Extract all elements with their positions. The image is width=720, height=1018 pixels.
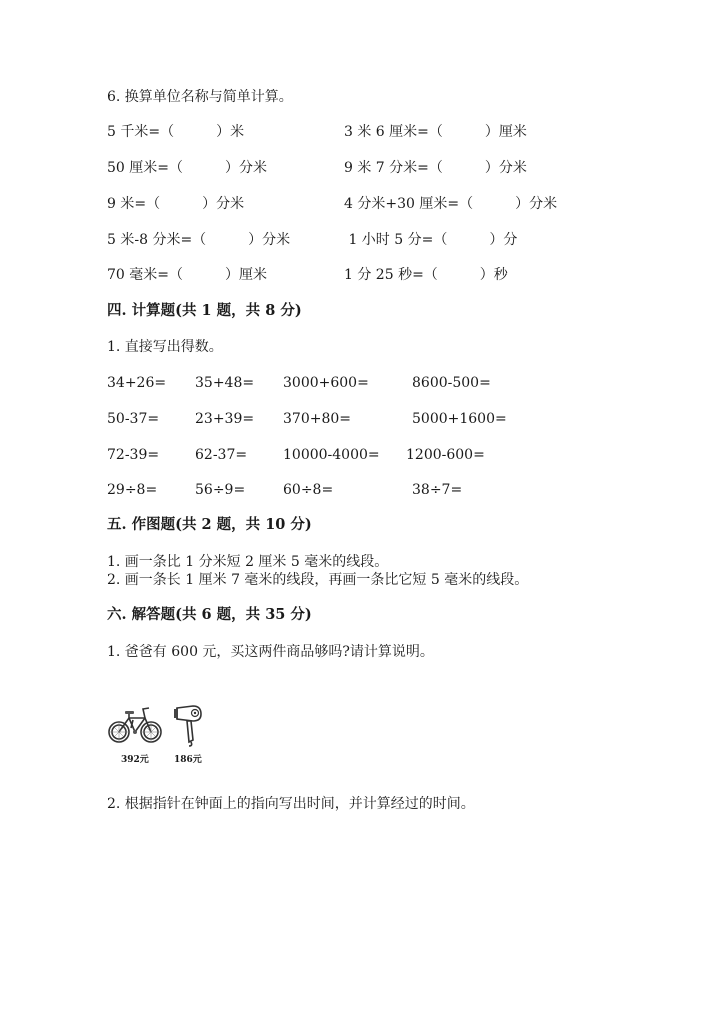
q6-row3-right: 4 分米+30 厘米=（ ）分米	[344, 196, 558, 212]
q6-row4-right: 1 小时 5 分=（ ）分	[344, 232, 518, 248]
calc-r3-c3: 10000-4000=	[283, 447, 380, 463]
q6-row5-right: 1 分 25 秒=（ ）秒	[344, 267, 508, 283]
q6-row4-left: 5 米-8 分米=（ ）分米	[107, 232, 291, 248]
calc-r4-c4: 38÷7=	[412, 482, 463, 498]
q6-row2-right: 9 米 7 分米=（ ）分米	[344, 160, 527, 176]
goods-illustration	[107, 700, 207, 768]
s5-q2-text: 2. 画一条长 1 厘米 7 毫米的线段，再画一条比它短 5 毫米的线段。	[107, 572, 529, 588]
q6-row3-left: 9 米=（ ）分米	[107, 196, 245, 212]
s5-q1-text: 1. 画一条比 1 分米短 2 厘米 5 毫米的线段。	[107, 554, 389, 570]
calc-r1-c1: 34+26=	[107, 375, 167, 391]
section-5-title: 五. 作图题(共 2 题，共 10 分)	[107, 516, 312, 533]
q6-title: 6. 换算单位名称与简单计算。	[107, 89, 293, 105]
calc-r2-c2: 23+39=	[195, 411, 255, 427]
calc-r3-c4: 1200-600=	[406, 447, 485, 463]
calc-r2-c3: 370+80=	[283, 411, 351, 427]
calc-r1-c4: 8600-500=	[412, 375, 491, 391]
s4-q1-text: 1. 直接写出得数。	[107, 339, 223, 355]
s6-q2-text: 2. 根据指针在钟面上的指向写出时间，并计算经过的时间。	[107, 796, 475, 812]
q6-row1-right: 3 米 6 厘米=（ ）厘米	[344, 124, 527, 140]
calc-r4-c2: 56÷9=	[195, 482, 246, 498]
s6-q1-text: 1. 爸爸有 600 元，买这两件商品够吗?请计算说明。	[107, 644, 434, 660]
bicycle-icon	[107, 700, 163, 746]
bike-price-label: 392元	[121, 755, 149, 765]
q6-row5-left: 70 毫米=（ ）厘米	[107, 267, 267, 283]
calc-r4-c3: 60÷8=	[283, 482, 334, 498]
calc-r2-c1: 50-37=	[107, 411, 160, 427]
calc-r3-c2: 62-37=	[195, 447, 248, 463]
dryer-price-label: 186元	[174, 755, 202, 765]
calc-r4-c1: 29÷8=	[107, 482, 158, 498]
calc-r1-c2: 35+48=	[195, 375, 255, 391]
calc-r2-c4: 5000+1600=	[412, 411, 507, 427]
section-4-title: 四. 计算题(共 1 题，共 8 分)	[107, 302, 302, 319]
hair-dryer-icon	[173, 702, 205, 748]
calc-r1-c3: 3000+600=	[283, 375, 369, 391]
q6-row2-left: 50 厘米=（ ）分米	[107, 160, 267, 176]
calc-r3-c1: 72-39=	[107, 447, 160, 463]
q6-row1-left: 5 千米=（ ）米	[107, 124, 245, 140]
section-6-title: 六. 解答题(共 6 题，共 35 分)	[107, 606, 312, 623]
